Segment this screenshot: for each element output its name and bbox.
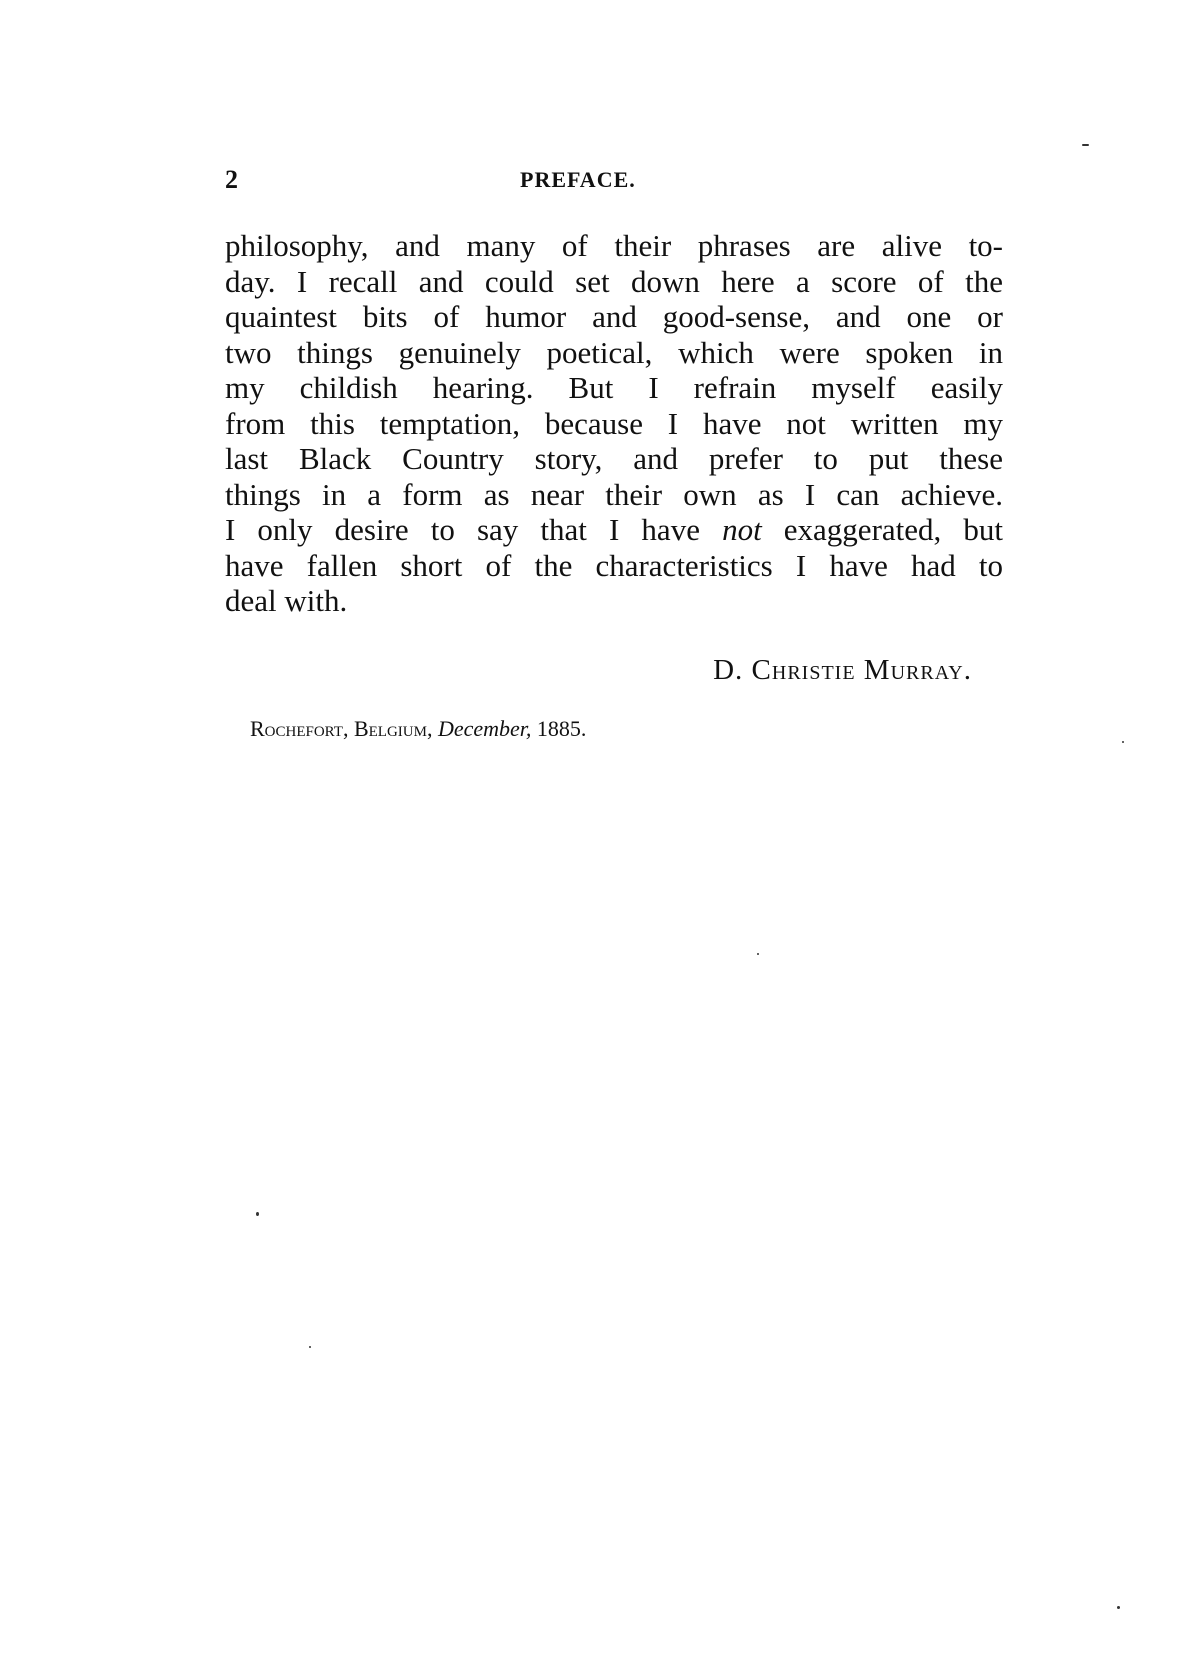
text-line: day. I recall and could set down here a score of the: [225, 263, 1003, 299]
text-segment: I only desire to say that I have: [225, 512, 723, 547]
scan-speck: [256, 1212, 259, 1216]
text-segment: exaggerated, but: [761, 512, 1003, 547]
scan-speck: [757, 953, 759, 955]
text-line: deal with.: [225, 583, 348, 618]
running-head-title: PREFACE.: [520, 167, 636, 192]
text-line: quaintest bits of humor and good-sense, and one or: [225, 299, 1003, 334]
text-line: have fallen short of the characteristics I have had to: [225, 547, 1003, 583]
page-number: 2: [225, 165, 238, 194]
dateline-year: 1885.: [536, 716, 587, 741]
preface-paragraph: [225, 228, 1003, 619]
scan-speck: [1122, 741, 1124, 743]
text-line: philosophy, and many of their phrases are alive to-: [225, 228, 1003, 263]
text-line: from this temptation, because I have not written my: [225, 405, 1003, 441]
scan-speck: [309, 1346, 311, 1348]
scan-speck: [1117, 1606, 1120, 1609]
text-line: my childish hearing. But I refrain myself easily: [225, 370, 1003, 405]
scan-speck: [1082, 144, 1089, 146]
text-line: last Black Country story, and prefer to put these: [225, 441, 1003, 476]
text-line: things in a form as near their own as I can achieve.: [225, 476, 1003, 512]
running-head: [225, 165, 1005, 195]
dateline-month: December,: [437, 716, 532, 741]
author-signature: D. Christie Murray.: [713, 654, 972, 686]
emphasized-word: not: [722, 512, 762, 547]
text-line: two things genuinely poetical, which were spoken in: [225, 334, 1003, 370]
text-line-with-emphasis: [225, 512, 1003, 548]
dateline-place: Rochefort, Belgium,: [250, 716, 433, 741]
dateline: [250, 716, 586, 742]
